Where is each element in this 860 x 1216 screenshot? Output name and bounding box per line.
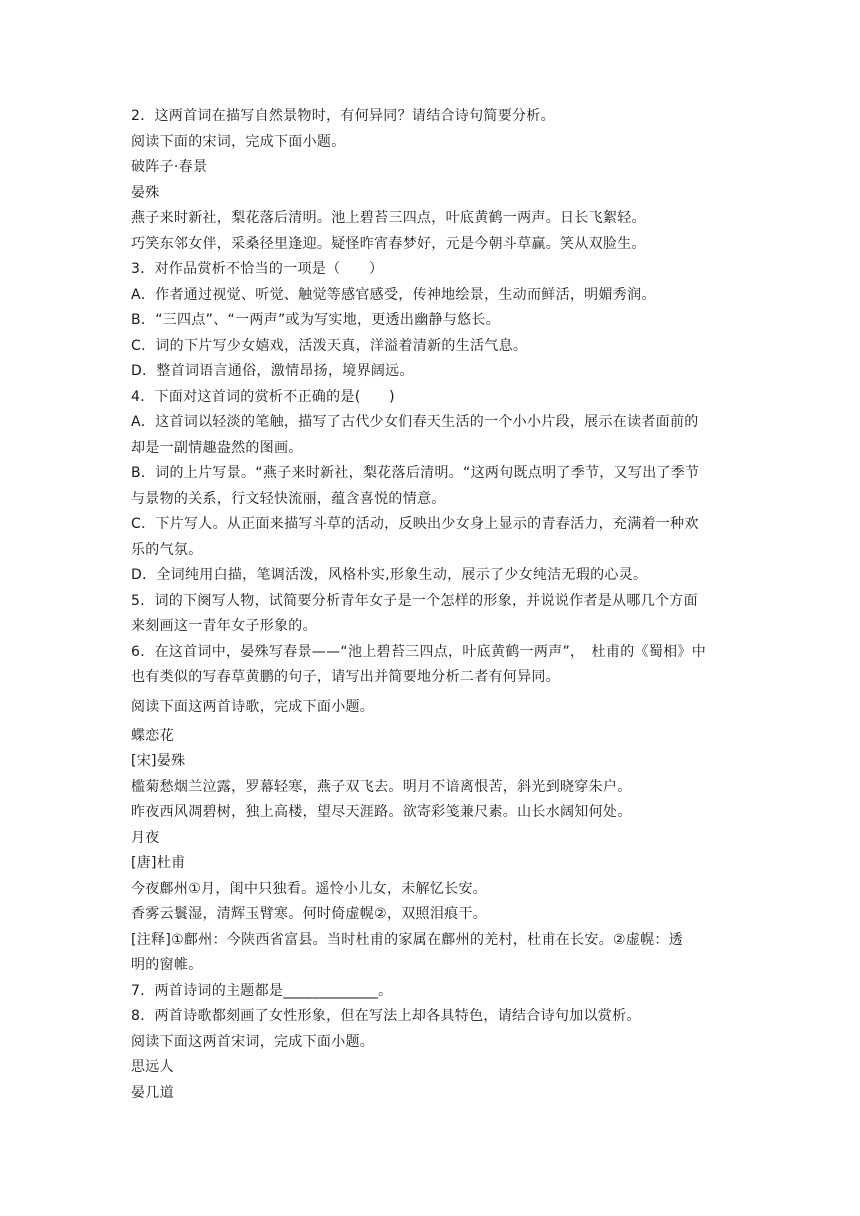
question-4-option-b-cont: 与景物的关系，行文轻快流丽，蕴含喜悦的情意。: [131, 491, 446, 507]
question-4-option-a: A．这首词以轻淡的笔触，描写了古代少女们春天生活的一个小小片段，展示在读者面前的: [131, 414, 699, 430]
poem-yueye-line-2: 香雾云鬟湿，清辉玉臂寒。何时倚虚幌②，双照泪痕干。: [131, 906, 488, 922]
question-4-option-c-cont: 乐的气氛。: [131, 542, 203, 558]
poem-author-yanjidao: 晏几道: [131, 1085, 174, 1101]
question-8: 8．两首诗歌都刻画了女性形象，但在写法上却各具特色，请结合诗句加以赏析。: [131, 1008, 641, 1024]
annotation: [注释]①鄜州：今陕西省富县。当时杜甫的家属在鄜州的羌村，杜甫在长安。②虚幌：透: [131, 932, 684, 948]
poem-title-pozhenzi: 破阵子·春景: [131, 159, 208, 175]
poem-author-yanshu: 晏殊: [131, 185, 160, 201]
annotation-cont: 明的窗帷。: [131, 957, 203, 973]
question-3: 3．对作品赏析不恰当的一项是（ ）: [131, 261, 384, 277]
question-6: 6．在这首词中，晏殊写春景——“池上碧苔三四点，叶底黄鹤一两声”， 杜甫的《蜀相》中: [131, 644, 707, 660]
question-3-option-b: B．“三四点”、“一两声”或为写实地，更透出幽静与悠长。: [131, 312, 501, 328]
question-3-option-d: D．整首词语言通俗，激情昂扬，境界阔远。: [131, 363, 414, 379]
question-3-option-a: A．作者通过视觉、听觉、触觉等感官感受，传神地绘景，生动而鲜活，明媚秀润。: [131, 287, 656, 303]
question-5-cont: 来刻画这一青年女子形象的。: [131, 618, 317, 634]
question-4-option-c: C．下片写人。从正面来描写斗草的活动，反映出少女身上显示的青春活力，充满着一种欢: [131, 516, 699, 532]
instruction-two-poems: 阅读下面这两首诗歌，完成下面小题。: [131, 699, 375, 715]
poem-dielianhua-line-2: 昨夜西风凋碧树，独上高楼，望尽天涯路。欲寄彩笺兼尺素。山长水阔知何处。: [131, 804, 632, 820]
question-4-option-d: D．全词纯用白描，笔调活泼，风格朴实,形象生动，展示了少女纯洁无瑕的心灵。: [131, 567, 648, 583]
question-3-option-c: C．词的下片写少女嬉戏，活泼天真，洋溢着清新的生活气息。: [131, 338, 528, 354]
question-2: 2．这两首词在描写自然景物时，有何异同？请结合诗句简要分析。: [131, 108, 555, 124]
poem-author-yanshu-song: [宋]晏殊: [131, 753, 186, 769]
instruction-two-song-ci: 阅读下面这两首宋词，完成下面小题。: [131, 1034, 375, 1050]
question-4: 4．下面对这首词的赏析不正确的是( ): [131, 389, 395, 405]
poem-dielianhua-line-1: 槛菊愁烟兰泣露，罗幕轻寒，燕子双飞去。明月不谙离恨苦，斜光到晓穿朱户。: [131, 779, 632, 795]
poem-title-dielianhua: 蝶恋花: [131, 728, 174, 744]
poem-yueye-line-1: 今夜鄜州①月，闺中只独看。遥怜小儿女，未解忆长安。: [131, 881, 488, 897]
poem-title-yueye: 月夜: [131, 830, 160, 846]
instruction-song-ci: 阅读下面的宋词，完成下面小题。: [131, 134, 346, 150]
question-6-cont: 也有类似的写春草黄鹏的句子，请写出并简要地分析二者有何异同。: [131, 669, 560, 685]
question-5: 5．词的下阕写人物，试简要分析青年女子是一个怎样的形象，并说说作者是从哪几个方面: [131, 593, 698, 609]
poem-line-2: 巧笑东邻女伴，采桑径里逢迎。疑怪昨宵春梦好，元是今朝斗草赢。笑从双脸生。: [131, 236, 646, 252]
poem-title-siyuanren: 思远人: [131, 1059, 174, 1075]
question-7: 7．两首诗词的主题都是_____________。: [131, 983, 393, 999]
poem-line-1: 燕子来时新社，梨花落后清明。池上碧苔三四点，叶底黄鹤一两声。日长飞絮轻。: [131, 210, 646, 226]
question-4-option-b: B．词的上片写景。“燕子来时新社，梨花落后清明。“这两句既点明了季节，又写出了季节: [131, 465, 700, 481]
poem-author-dufu: [唐]杜甫: [131, 855, 186, 871]
question-4-option-a-cont: 却是一副情趣盎然的图画。: [131, 440, 303, 456]
